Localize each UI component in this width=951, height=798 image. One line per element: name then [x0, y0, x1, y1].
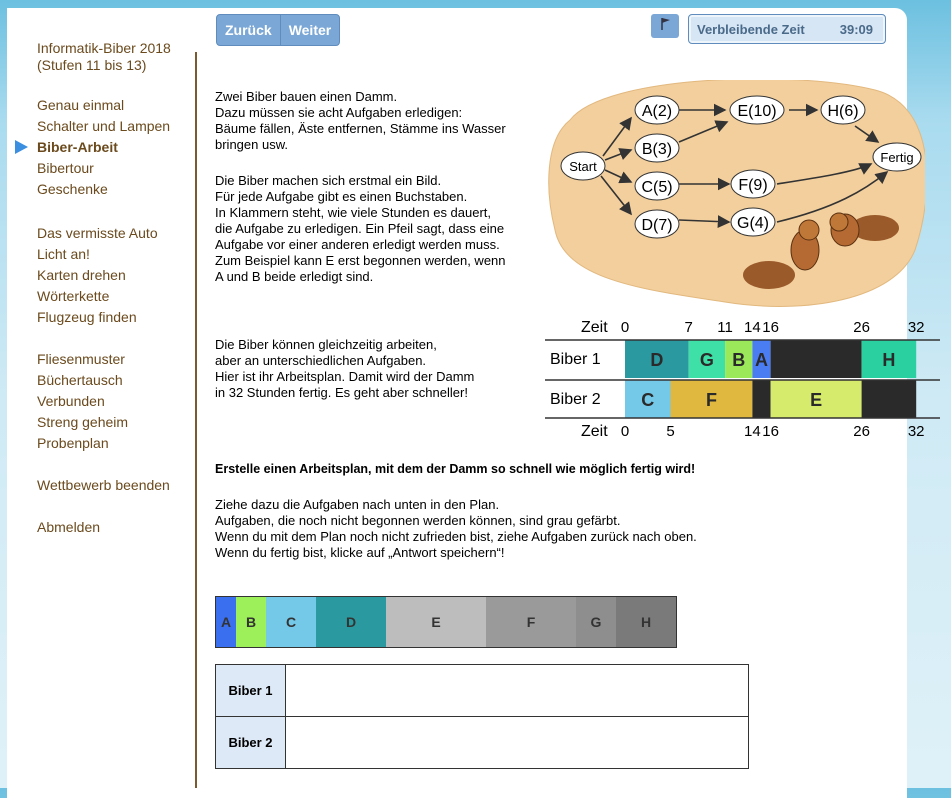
- time-tick-top: 11: [717, 319, 733, 336]
- task-block-c[interactable]: C: [266, 597, 316, 647]
- flag-icon: [651, 14, 679, 38]
- sidebar-item-probenplan[interactable]: Probenplan: [37, 435, 109, 451]
- schedule-block-label: G: [699, 350, 714, 370]
- schedule-line: aber an unterschiedlichen Aufgaben.: [215, 353, 427, 368]
- graph-node-start: Start: [569, 159, 597, 174]
- instruction-line: Wenn du mit dem Plan noch nicht zufrieden bist, ziehe Aufgaben zurück nach oben.: [215, 529, 697, 544]
- task-group-1: [37, 95, 170, 200]
- plan-row-label: Biber 1: [216, 665, 286, 717]
- end-contest-link[interactable]: Wettbewerb beenden: [37, 477, 170, 493]
- time-tick-bottom: 26: [853, 423, 870, 440]
- time-tick-top: 32: [907, 319, 925, 336]
- schedule-line: Hier ist ihr Arbeitsplan. Damit wird der Damm: [215, 369, 475, 384]
- task-block-h[interactable]: H: [616, 597, 676, 647]
- time-tick-bottom: 32: [907, 423, 925, 440]
- plan-table: [215, 664, 749, 769]
- contest-title-line1: Informatik-Biber 2018: [37, 40, 171, 56]
- intro-line: Dazu müssen sie acht Aufgaben erledigen:: [215, 105, 463, 120]
- explanation-line: In Klammern steht, wie viele Stunden es dauert,: [215, 205, 492, 220]
- graph-node-d: D(7): [641, 217, 673, 234]
- intro-line: Zwei Biber bauen einen Damm.: [215, 89, 398, 104]
- instruction-line: Aufgaben, die noch nicht begonnen werden können, sind grau gefärbt.: [215, 513, 621, 528]
- schedule-explanation: [215, 337, 474, 401]
- task-group-2: [37, 223, 158, 328]
- task-block-d[interactable]: D: [316, 597, 386, 647]
- time-tick-top: 7: [684, 319, 693, 336]
- sidebar-item-karten-drehen[interactable]: Karten drehen: [37, 267, 126, 283]
- instructions: [215, 497, 697, 561]
- task-palette: [215, 596, 677, 648]
- graph-node-e: E(10): [737, 103, 777, 120]
- explanation-line: die Aufgabe zu erledigen. Ein Pfeil sagt, dass eine: [215, 221, 505, 236]
- current-task-arrow-icon: [15, 140, 28, 154]
- time-tick-bottom: 16: [762, 423, 779, 440]
- graph-node-a: A(2): [641, 103, 673, 120]
- sidebar: [7, 8, 197, 540]
- graph-node-f: F(9): [738, 177, 768, 194]
- sidebar-item-streng-geheim[interactable]: Streng geheim: [37, 414, 129, 430]
- schedule-block-idle: [771, 340, 862, 378]
- schedule-block-label: F: [705, 390, 717, 410]
- schedule-block-idle: [862, 380, 917, 418]
- schedule-block-label: B: [732, 350, 746, 370]
- graph-node-g: G(4): [737, 215, 769, 232]
- sidebar-item-biber-arbeit[interactable]: Biber-Arbeit: [37, 139, 118, 155]
- schedule-row-label-1: Biber 1: [550, 351, 601, 368]
- contest-title-line2: (Stufen 11 bis 13): [37, 57, 147, 73]
- time-tick-top: 14: [744, 319, 761, 336]
- logout-link[interactable]: Abmelden: [37, 519, 101, 535]
- sidebar-item-licht-an[interactable]: Licht an!: [37, 246, 90, 262]
- time-tick-top: 0: [620, 319, 630, 336]
- task-statement: Erstelle einen Arbeitsplan, mit dem der Damm so schnell wie möglich fertig wird!: [215, 462, 696, 476]
- sidebar-item-geschenke[interactable]: Geschenke: [37, 181, 108, 197]
- plan-row-biber-2: [216, 717, 749, 769]
- task-block-e[interactable]: E: [386, 597, 486, 647]
- sidebar-item-genau-einmal[interactable]: Genau einmal: [37, 97, 125, 113]
- next-button[interactable]: Weiter: [288, 22, 332, 38]
- sidebar-item-woerterkette[interactable]: Wörterkette: [37, 288, 110, 304]
- graph-node-fertig: Fertig: [880, 150, 914, 165]
- time-label-bottom: Zeit: [581, 423, 608, 440]
- time-tick-top: 26: [853, 319, 870, 336]
- task-block-a[interactable]: A: [216, 597, 236, 647]
- explanation-line: Zum Beispiel kann E erst begonnen werden, wenn: [215, 253, 506, 268]
- time-tick-bottom: 5: [666, 423, 675, 440]
- explanation-line: A und B beide erledigt sind.: [215, 269, 374, 284]
- time-tick-bottom: 14: [744, 423, 761, 440]
- time-tick-bottom: 0: [620, 423, 630, 440]
- schedule-line: in 32 Stunden fertig. Es geht aber schneller!: [215, 385, 468, 400]
- sidebar-item-das-vermisste-auto[interactable]: Das vermisste Auto: [37, 225, 158, 241]
- graph-node-c: C(5): [641, 179, 673, 196]
- sidebar-item-buechertausch[interactable]: Büchertausch: [37, 372, 123, 388]
- explanation-line: Für jede Aufgabe gibt es einen Buchstaben.: [215, 189, 468, 204]
- time-label-top: Zeit: [581, 319, 608, 336]
- remaining-time-box: [688, 14, 886, 44]
- task-group-3: [37, 349, 128, 454]
- explanation-line: Aufgabe vor einer anderen erledigt werden muss.: [215, 237, 500, 252]
- dependency-graph: [545, 80, 925, 312]
- schedule-block-label: D: [650, 350, 664, 370]
- schedule-line: Die Biber können gleichzeitig arbeiten,: [215, 337, 437, 352]
- sidebar-item-schalter-und-lampen[interactable]: Schalter und Lampen: [37, 118, 171, 134]
- back-button[interactable]: Zurück: [225, 22, 272, 38]
- remaining-time-label: Verbleibende Zeit: [697, 22, 805, 37]
- sidebar-item-fliesenmuster[interactable]: Fliesenmuster: [37, 351, 125, 367]
- sidebar-divider: [195, 52, 197, 788]
- schedule-block-label: C: [641, 390, 655, 410]
- graph-node-h: H(6): [827, 103, 859, 120]
- graph-node-b: B(3): [641, 141, 673, 158]
- schedule-block-label: E: [810, 390, 823, 410]
- intro-paragraph: [215, 89, 506, 153]
- time-tick-top: 16: [762, 319, 779, 336]
- graph-explanation: [215, 173, 506, 285]
- plan-drop-zone-biber-1[interactable]: [286, 665, 749, 717]
- plan-row-biber-1: [216, 665, 749, 717]
- task-block-b[interactable]: B: [236, 597, 266, 647]
- schedule-block-idle: [752, 380, 770, 418]
- nav-buttons: [216, 14, 340, 46]
- explanation-line: Die Biber machen sich erstmal ein Bild.: [215, 173, 442, 188]
- sidebar-item-bibertour[interactable]: Bibertour: [37, 160, 94, 176]
- flag-button[interactable]: [651, 14, 679, 38]
- instruction-line: Wenn du fertig bist, klicke auf „Antwort speichern“!: [215, 545, 505, 560]
- intro-line: bringen usw.: [215, 137, 288, 152]
- instruction-line: Ziehe dazu die Aufgaben nach unten in den Plan.: [215, 497, 500, 512]
- task-block-f[interactable]: F: [486, 597, 576, 647]
- plan-row-label: Biber 2: [216, 717, 286, 769]
- remaining-time-value: 39:09: [839, 22, 873, 37]
- sidebar-item-verbunden[interactable]: Verbunden: [37, 393, 105, 409]
- intro-line: Bäume fällen, Äste entfernen, Stämme ins Wasser: [215, 121, 506, 136]
- plan-drop-zone-biber-2[interactable]: [286, 717, 749, 769]
- schedule-row-label-2: Biber 2: [550, 391, 601, 408]
- current-schedule-chart: [545, 312, 945, 444]
- schedule-block-label: H: [882, 350, 896, 370]
- schedule-block-label: A: [755, 350, 768, 370]
- contest-title: [37, 38, 171, 76]
- sidebar-item-flugzeug-finden[interactable]: Flugzeug finden: [37, 309, 137, 325]
- task-block-g[interactable]: G: [576, 597, 616, 647]
